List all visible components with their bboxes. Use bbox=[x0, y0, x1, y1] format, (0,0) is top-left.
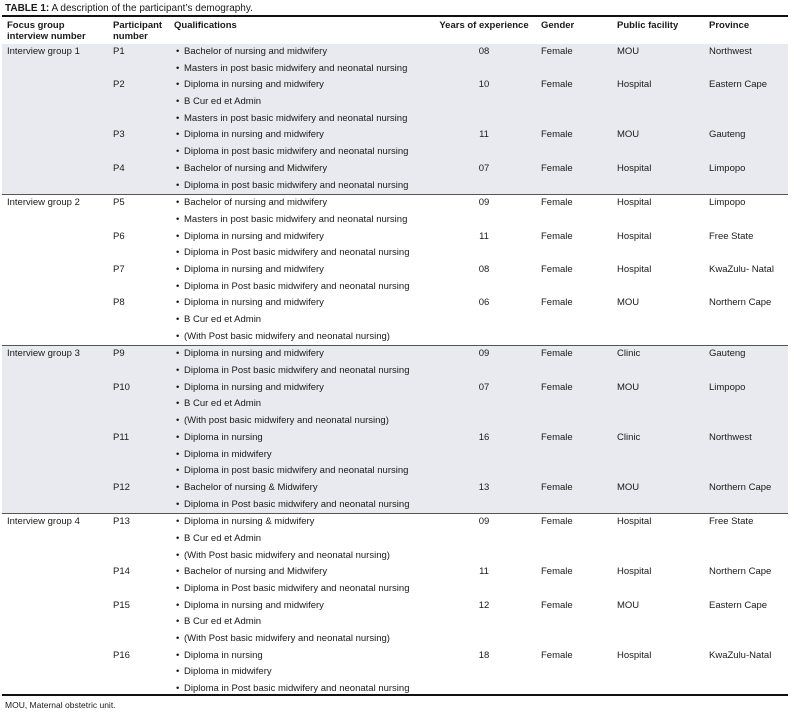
participant-number: P14 bbox=[113, 566, 130, 578]
table-row bbox=[2, 77, 788, 127]
bullet-icon: • bbox=[176, 549, 180, 561]
years-of-experience: 06 bbox=[478, 297, 490, 309]
qualification: Diploma in Post basic midwifery and neonatal nursing bbox=[184, 498, 410, 510]
bullet-icon: • bbox=[176, 146, 180, 158]
bullet-icon: • bbox=[176, 516, 180, 528]
table-row bbox=[2, 127, 788, 160]
public-facility: Hospital bbox=[617, 649, 652, 661]
bullet-icon: • bbox=[176, 129, 180, 141]
qualification-line bbox=[2, 497, 788, 514]
participant-number: P6 bbox=[113, 230, 125, 242]
participant-number: P13 bbox=[113, 516, 130, 528]
years-of-experience: 11 bbox=[479, 566, 489, 578]
table-row bbox=[2, 262, 788, 295]
header-qualifications: Qualifications bbox=[174, 20, 237, 31]
qualification: Diploma in nursing and midwifery bbox=[184, 297, 324, 309]
qualification: Bachelor of nursing and Midwifery bbox=[184, 162, 328, 174]
years-of-experience: 08 bbox=[478, 46, 490, 57]
qualification: (With Post basic midwifery and neonatal nursing) bbox=[184, 330, 390, 342]
qualification: Diploma in post basic midwifery and neonatal nursing bbox=[184, 179, 409, 191]
years-of-experience: 13 bbox=[478, 481, 490, 493]
bullet-icon: • bbox=[176, 263, 180, 275]
gender: Female bbox=[541, 230, 573, 242]
qualification: B Cur ed et Admin bbox=[184, 398, 262, 410]
table-row bbox=[2, 564, 788, 597]
bullet-icon: • bbox=[176, 79, 180, 91]
qualification: Bachelor of nursing and Midwifery bbox=[184, 566, 328, 578]
qualification: Diploma in nursing and midwifery bbox=[184, 230, 324, 242]
public-facility: Hospital bbox=[617, 79, 652, 91]
qualification-line bbox=[2, 279, 788, 296]
bullet-icon: • bbox=[176, 431, 180, 443]
participant-number: P9 bbox=[113, 348, 125, 360]
bullet-icon: • bbox=[176, 683, 180, 695]
interview-group bbox=[2, 195, 788, 346]
table-row bbox=[2, 514, 788, 564]
years-of-experience: 11 bbox=[479, 129, 489, 141]
years-of-experience: 18 bbox=[478, 649, 490, 661]
province: Eastern Cape bbox=[709, 79, 768, 91]
table-caption bbox=[5, 3, 253, 14]
participant-number: P12 bbox=[113, 481, 130, 493]
table-row bbox=[2, 380, 788, 430]
table-caption-text: A description of the participant’s demography. bbox=[49, 3, 253, 14]
qualification: Diploma in midwifery bbox=[184, 448, 272, 460]
qualification-line bbox=[2, 430, 788, 447]
province: KwaZulu-Natal bbox=[709, 649, 772, 661]
qualification: Diploma in nursing & midwifery bbox=[184, 516, 315, 528]
qualification: Masters in post basic midwifery and neonatal nursing bbox=[184, 213, 408, 225]
qualification-line bbox=[2, 396, 788, 413]
interview-group bbox=[2, 44, 788, 195]
participant-number: P4 bbox=[113, 162, 125, 174]
years-of-experience: 12 bbox=[478, 599, 490, 611]
gender: Female bbox=[541, 129, 573, 141]
province: Northern Cape bbox=[709, 566, 772, 578]
qualification-line bbox=[2, 295, 788, 312]
qualification-line bbox=[2, 380, 788, 397]
province: Gauteng bbox=[709, 348, 746, 360]
gender: Female bbox=[541, 348, 573, 360]
bullet-icon: • bbox=[176, 583, 180, 594]
bullet-icon: • bbox=[176, 112, 180, 124]
header-years: Years of experience bbox=[439, 20, 529, 31]
province: Gauteng bbox=[709, 129, 746, 141]
bullet-icon: • bbox=[176, 247, 180, 259]
province: Limpopo bbox=[709, 162, 746, 174]
province: Northwest bbox=[709, 431, 752, 443]
qualification: Diploma in nursing and midwifery bbox=[184, 348, 324, 360]
gender: Female bbox=[541, 162, 573, 174]
qualification-line bbox=[2, 245, 788, 262]
public-facility: MOU bbox=[617, 129, 640, 141]
bullet-icon: • bbox=[176, 498, 180, 510]
qualification-line bbox=[2, 212, 788, 229]
years-of-experience: 09 bbox=[478, 348, 490, 360]
gender: Female bbox=[541, 197, 573, 209]
gender: Female bbox=[541, 649, 573, 661]
table-row bbox=[2, 229, 788, 262]
participant-number: P7 bbox=[113, 263, 125, 275]
participant-number: P2 bbox=[113, 79, 125, 91]
qualification: Bachelor of nursing and midwifery bbox=[184, 46, 328, 57]
table-row bbox=[2, 295, 788, 345]
participant-number: P3 bbox=[113, 129, 125, 141]
participant-number: P1 bbox=[113, 46, 125, 57]
gender: Female bbox=[541, 381, 573, 393]
qualification-line bbox=[2, 94, 788, 111]
qualification-line bbox=[2, 614, 788, 631]
participant-number: P8 bbox=[113, 297, 125, 309]
qualification-line bbox=[2, 77, 788, 94]
qualification-line bbox=[2, 480, 788, 497]
bullet-icon: • bbox=[176, 599, 180, 611]
qualification-line bbox=[2, 312, 788, 329]
years-of-experience: 10 bbox=[478, 79, 490, 91]
bullet-icon: • bbox=[176, 649, 180, 661]
qualification-line bbox=[2, 144, 788, 161]
qualification: Diploma in Post basic midwifery and neonatal nursing bbox=[184, 247, 410, 259]
qualification-line bbox=[2, 447, 788, 464]
public-facility: Clinic bbox=[617, 431, 641, 443]
bullet-icon: • bbox=[176, 666, 180, 678]
qualification-line bbox=[2, 346, 788, 363]
bullet-icon: • bbox=[176, 566, 180, 578]
qualification: Bachelor of nursing & Midwifery bbox=[184, 481, 318, 493]
participant-number: P5 bbox=[113, 197, 125, 209]
province: Eastern Cape bbox=[709, 599, 768, 611]
bullet-icon: • bbox=[176, 381, 180, 393]
qualification-line bbox=[2, 463, 788, 480]
gender: Female bbox=[541, 481, 573, 493]
qualification: (With Post basic midwifery and neonatal nursing) bbox=[184, 549, 390, 561]
bullet-icon: • bbox=[176, 197, 180, 209]
bullet-icon: • bbox=[176, 532, 180, 544]
bullet-icon: • bbox=[176, 415, 180, 427]
bullet-icon: • bbox=[176, 230, 180, 242]
group-name: Interview group 1 bbox=[7, 46, 80, 57]
qualification-line bbox=[2, 531, 788, 548]
header-gender: Gender bbox=[541, 20, 575, 31]
table-row bbox=[2, 430, 788, 480]
years-of-experience: 07 bbox=[478, 381, 490, 393]
qualification-line bbox=[2, 413, 788, 430]
bullet-icon: • bbox=[176, 398, 180, 410]
qualification-line bbox=[2, 127, 788, 144]
qualification: Masters in post basic midwifery and neonatal nursing bbox=[184, 62, 408, 74]
table-row bbox=[2, 161, 788, 194]
gender: Female bbox=[541, 297, 573, 309]
participant-number: P16 bbox=[113, 649, 130, 661]
qualification-line bbox=[2, 229, 788, 246]
bullet-icon: • bbox=[176, 365, 180, 377]
qualification-line bbox=[2, 178, 788, 195]
qualification: Diploma in nursing and midwifery bbox=[184, 599, 324, 611]
province: Northern Cape bbox=[709, 481, 772, 493]
interview-group bbox=[2, 346, 788, 514]
qualification-line bbox=[2, 514, 788, 531]
table-row bbox=[2, 195, 788, 228]
table-row bbox=[2, 346, 788, 379]
group-name: Interview group 4 bbox=[7, 516, 80, 528]
qualification: Diploma in nursing bbox=[184, 431, 263, 443]
qualification: Diploma in post basic midwifery and neonatal nursing bbox=[184, 465, 409, 477]
qualification: Diploma in nursing and midwifery bbox=[184, 79, 324, 91]
bullet-icon: • bbox=[176, 46, 180, 57]
qualification-line bbox=[2, 548, 788, 565]
header-participant: Participant number bbox=[113, 20, 163, 42]
years-of-experience: 09 bbox=[478, 197, 490, 209]
bullet-icon: • bbox=[176, 465, 180, 477]
public-facility: MOU bbox=[617, 381, 640, 393]
bullet-icon: • bbox=[176, 280, 180, 292]
public-facility: Hospital bbox=[617, 516, 652, 528]
gender: Female bbox=[541, 263, 573, 275]
public-facility: Hospital bbox=[617, 230, 652, 242]
bottom-rule bbox=[2, 694, 788, 696]
qualification-line bbox=[2, 44, 788, 61]
qualification-line bbox=[2, 664, 788, 681]
qualification-line bbox=[2, 61, 788, 78]
bullet-icon: • bbox=[176, 481, 180, 493]
qualification-line bbox=[2, 262, 788, 279]
qualification-line bbox=[2, 161, 788, 178]
bullet-icon: • bbox=[176, 633, 180, 645]
public-facility: Clinic bbox=[617, 348, 641, 360]
gender: Female bbox=[541, 431, 573, 443]
table-row bbox=[2, 44, 788, 77]
table-row bbox=[2, 648, 788, 698]
header-group: Focus group interview number bbox=[7, 20, 86, 42]
public-facility: MOU bbox=[617, 46, 640, 57]
province: Limpopo bbox=[709, 381, 746, 393]
bullet-icon: • bbox=[176, 616, 180, 628]
public-facility: Hospital bbox=[617, 263, 652, 275]
table-body bbox=[2, 44, 788, 698]
bullet-icon: • bbox=[176, 213, 180, 225]
public-facility: MOU bbox=[617, 599, 640, 611]
qualification-line bbox=[2, 631, 788, 648]
qualification: Diploma in Post basic midwifery and neonatal nursing bbox=[184, 365, 410, 377]
gender: Female bbox=[541, 516, 573, 528]
table-row bbox=[2, 598, 788, 648]
qualification: Diploma in post basic midwifery and neonatal nursing bbox=[184, 146, 409, 158]
participant-number: P10 bbox=[113, 381, 130, 393]
qualification: B Cur ed et Admin bbox=[184, 532, 262, 544]
qualification: Diploma in nursing bbox=[184, 649, 263, 661]
table-header bbox=[2, 17, 788, 45]
qualification: Diploma in Post basic midwifery and neonatal nursing bbox=[184, 583, 410, 594]
bullet-icon: • bbox=[176, 62, 180, 74]
qualification-line bbox=[2, 564, 788, 581]
interview-group bbox=[2, 514, 788, 698]
qualification: Diploma in nursing and midwifery bbox=[184, 129, 324, 141]
bullet-icon: • bbox=[176, 179, 180, 191]
gender: Female bbox=[541, 599, 573, 611]
qualification: Masters in post basic midwifery and neonatal nursing bbox=[184, 112, 408, 124]
years-of-experience: 11 bbox=[479, 230, 489, 242]
public-facility: Hospital bbox=[617, 162, 652, 174]
qualification: B Cur ed et Admin bbox=[184, 96, 262, 108]
province: Limpopo bbox=[709, 197, 746, 209]
gender: Female bbox=[541, 566, 573, 578]
table-label: TABLE 1: bbox=[5, 3, 50, 14]
qualification-line bbox=[2, 195, 788, 212]
bullet-icon: • bbox=[176, 162, 180, 174]
public-facility: Hospital bbox=[617, 566, 652, 578]
qualification-line bbox=[2, 581, 788, 598]
bullet-icon: • bbox=[176, 96, 180, 108]
public-facility: Hospital bbox=[617, 197, 652, 209]
qualification-line bbox=[2, 111, 788, 128]
participant-number: P15 bbox=[113, 599, 130, 611]
bullet-icon: • bbox=[176, 330, 180, 342]
qualification: Diploma in nursing and midwifery bbox=[184, 263, 324, 275]
qualification-line bbox=[2, 648, 788, 665]
qualification: Diploma in Post basic midwifery and neonatal nursing bbox=[184, 280, 410, 292]
bullet-icon: • bbox=[176, 297, 180, 309]
qualification-line bbox=[2, 598, 788, 615]
province: Free State bbox=[709, 230, 754, 242]
province: Free State bbox=[709, 516, 754, 528]
qualification: Diploma in Post basic midwifery and neonatal nursing bbox=[184, 683, 410, 695]
qualification: Diploma in nursing and midwifery bbox=[184, 381, 324, 393]
years-of-experience: 09 bbox=[478, 516, 490, 528]
header-province: Province bbox=[709, 20, 750, 31]
province: Northern Cape bbox=[709, 297, 772, 309]
group-name: Interview group 2 bbox=[7, 197, 80, 209]
public-facility: MOU bbox=[617, 297, 640, 309]
qualification: Bachelor of nursing and midwifery bbox=[184, 197, 328, 209]
bullet-icon: • bbox=[176, 448, 180, 460]
qualification: Diploma in midwifery bbox=[184, 666, 272, 678]
header-facility: Public facility bbox=[617, 20, 679, 31]
qualification-line bbox=[2, 329, 788, 346]
gender: Female bbox=[541, 79, 573, 91]
province: Northwest bbox=[709, 46, 752, 57]
qualification: (With post basic midwifery and neonatal nursing) bbox=[184, 415, 389, 427]
gender: Female bbox=[541, 46, 573, 57]
qualification: B Cur ed et Admin bbox=[184, 616, 262, 628]
qualification: (With Post basic midwifery and neonatal nursing) bbox=[184, 633, 390, 645]
years-of-experience: 07 bbox=[478, 162, 490, 174]
province: KwaZulu- Natal bbox=[709, 263, 774, 275]
table-row bbox=[2, 480, 788, 513]
group-name: Interview group 3 bbox=[7, 348, 80, 360]
bullet-icon: • bbox=[176, 348, 180, 360]
bullet-icon: • bbox=[176, 314, 180, 325]
public-facility: MOU bbox=[617, 481, 640, 493]
years-of-experience: 16 bbox=[478, 431, 490, 443]
qualification-line bbox=[2, 363, 788, 380]
qualification: B Cur ed et Admin bbox=[184, 314, 262, 325]
years-of-experience: 08 bbox=[478, 263, 490, 275]
footnote: MOU, Maternal obstetric unit. bbox=[5, 700, 116, 710]
participant-number: P11 bbox=[113, 431, 130, 443]
